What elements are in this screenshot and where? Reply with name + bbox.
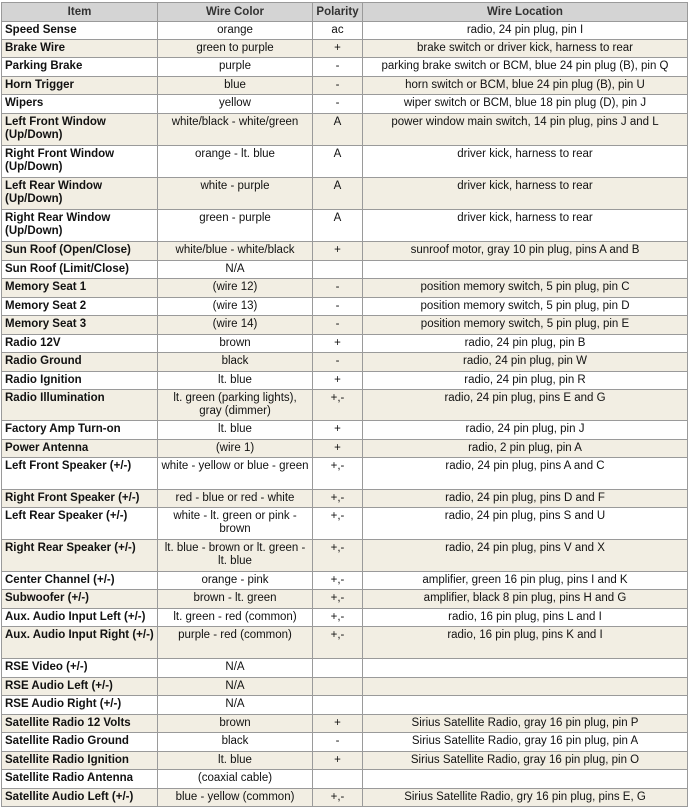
wire-color-cell: white/blue - white/black (158, 242, 313, 261)
table-row (2, 353, 688, 372)
item-cell: Right Front Speaker (+/-) (2, 490, 158, 508)
item-cell: Center Channel (+/-) (2, 572, 158, 590)
polarity-cell: - (313, 316, 363, 335)
wire-color-cell: brown (158, 715, 313, 733)
polarity-cell (313, 770, 363, 789)
table-body (2, 22, 688, 807)
wire-location-cell: radio, 16 pin plug, pins L and I (363, 609, 688, 627)
polarity-cell: - (313, 733, 363, 752)
table-row (2, 490, 688, 508)
polarity-cell: + (313, 372, 363, 390)
wire-location-cell: position memory switch, 5 pin plug, pin D (363, 298, 688, 316)
table-row (2, 242, 688, 261)
item-cell: Satellite Radio 12 Volts (2, 715, 158, 733)
item-cell: Satellite Radio Ground (2, 733, 158, 752)
table-row (2, 572, 688, 590)
table-row (2, 58, 688, 77)
item-cell: Speed Sense (2, 22, 158, 40)
item-cell: Wipers (2, 95, 158, 114)
wire-location-cell: radio, 24 pin plug, pin W (363, 353, 688, 372)
wire-color-cell: (wire 12) (158, 279, 313, 298)
polarity-cell (313, 261, 363, 279)
wire-color-cell: N/A (158, 659, 313, 678)
polarity-cell: +,- (313, 540, 363, 572)
table-row (2, 210, 688, 242)
item-cell: Factory Amp Turn-on (2, 421, 158, 440)
wire-location-cell: amplifier, black 8 pin plug, pins H and G (363, 590, 688, 609)
wire-color-cell: orange (158, 22, 313, 40)
wire-color-cell: black (158, 353, 313, 372)
table-row (2, 114, 688, 146)
table-row (2, 372, 688, 390)
item-cell: Horn Trigger (2, 77, 158, 95)
item-cell: Memory Seat 1 (2, 279, 158, 298)
wire-location-cell: radio, 24 pin plug, pin I (363, 22, 688, 40)
polarity-cell: + (313, 242, 363, 261)
header-wire-location: Wire Location (363, 3, 688, 22)
polarity-cell: - (313, 353, 363, 372)
wire-location-cell: position memory switch, 5 pin plug, pin E (363, 316, 688, 335)
item-cell: Power Antenna (2, 440, 158, 458)
item-cell: Satellite Audio Left (+/-) (2, 789, 158, 807)
polarity-cell: - (313, 95, 363, 114)
table-row (2, 335, 688, 353)
polarity-cell: +,- (313, 390, 363, 421)
wire-location-cell: driver kick, harness to rear (363, 210, 688, 242)
wire-location-cell: horn switch or BCM, blue 24 pin plug (B), pin U (363, 77, 688, 95)
table-row (2, 77, 688, 95)
polarity-cell: +,- (313, 609, 363, 627)
polarity-cell: - (313, 77, 363, 95)
header-row (2, 3, 688, 22)
item-cell: Aux. Audio Input Left (+/-) (2, 609, 158, 627)
wire-color-cell: white - purple (158, 178, 313, 210)
wire-color-cell: lt. blue (158, 421, 313, 440)
wire-location-cell: power window main switch, 14 pin plug, pins J and L (363, 114, 688, 146)
header-item: Item (2, 3, 158, 22)
polarity-cell: +,- (313, 590, 363, 609)
table-row (2, 540, 688, 572)
wire-location-cell: radio, 24 pin plug, pins D and F (363, 490, 688, 508)
polarity-cell: - (313, 58, 363, 77)
wire-color-cell: green - purple (158, 210, 313, 242)
table-row (2, 678, 688, 696)
wire-color-cell: white - yellow or blue - green (158, 458, 313, 490)
polarity-cell (313, 659, 363, 678)
polarity-cell: +,- (313, 572, 363, 590)
table-row (2, 178, 688, 210)
wire-location-cell: driver kick, harness to rear (363, 178, 688, 210)
table-row (2, 590, 688, 609)
wire-location-cell (363, 696, 688, 715)
table-row (2, 770, 688, 789)
wire-color-cell: brown - lt. green (158, 590, 313, 609)
wire-color-cell: purple (158, 58, 313, 77)
wire-location-cell: Sirius Satellite Radio, gray 16 pin plug, pin O (363, 752, 688, 770)
item-cell: Right Front Window (Up/Down) (2, 146, 158, 178)
table-row (2, 22, 688, 40)
table-row (2, 715, 688, 733)
wire-color-cell: yellow (158, 95, 313, 114)
wire-location-cell: radio, 24 pin plug, pin R (363, 372, 688, 390)
polarity-cell: - (313, 298, 363, 316)
table-row (2, 627, 688, 659)
table-row (2, 40, 688, 58)
table-row (2, 421, 688, 440)
wire-color-cell: lt. green (parking lights), gray (dimmer) (158, 390, 313, 421)
polarity-cell: +,- (313, 508, 363, 540)
polarity-cell (313, 678, 363, 696)
wire-color-cell: lt. blue - brown or lt. green - lt. blue (158, 540, 313, 572)
polarity-cell: + (313, 40, 363, 58)
wire-location-cell: amplifier, green 16 pin plug, pins I and K (363, 572, 688, 590)
wire-color-cell: lt. blue (158, 752, 313, 770)
wire-location-cell (363, 678, 688, 696)
wire-color-cell: lt. blue (158, 372, 313, 390)
wire-location-cell: radio, 24 pin plug, pin B (363, 335, 688, 353)
table-row (2, 440, 688, 458)
item-cell: Radio Ground (2, 353, 158, 372)
header-wire-color: Wire Color (158, 3, 313, 22)
wire-location-cell: radio, 24 pin plug, pins S and U (363, 508, 688, 540)
polarity-cell: +,- (313, 627, 363, 659)
wire-color-cell: lt. green - red (common) (158, 609, 313, 627)
polarity-cell: A (313, 210, 363, 242)
item-cell: Brake Wire (2, 40, 158, 58)
table-row (2, 279, 688, 298)
wire-color-cell: green to purple (158, 40, 313, 58)
polarity-cell (313, 696, 363, 715)
wire-color-cell: red - blue or red - white (158, 490, 313, 508)
polarity-cell: + (313, 421, 363, 440)
polarity-cell: + (313, 335, 363, 353)
table-row (2, 95, 688, 114)
wire-color-cell: (wire 1) (158, 440, 313, 458)
item-cell: Left Front Window (Up/Down) (2, 114, 158, 146)
table-row (2, 261, 688, 279)
item-cell: Aux. Audio Input Right (+/-) (2, 627, 158, 659)
table-row (2, 659, 688, 678)
table-row (2, 609, 688, 627)
polarity-cell: +,- (313, 458, 363, 490)
item-cell: Left Rear Window (Up/Down) (2, 178, 158, 210)
item-cell: Memory Seat 3 (2, 316, 158, 335)
wire-color-cell: orange - pink (158, 572, 313, 590)
table-row (2, 458, 688, 490)
item-cell: Sun Roof (Open/Close) (2, 242, 158, 261)
wire-location-cell: radio, 24 pin plug, pins A and C (363, 458, 688, 490)
polarity-cell: A (313, 114, 363, 146)
polarity-cell: - (313, 279, 363, 298)
wiring-chart (1, 2, 688, 807)
wire-color-cell: black (158, 733, 313, 752)
table-row (2, 146, 688, 178)
wire-location-cell: radio, 2 pin plug, pin A (363, 440, 688, 458)
item-cell: Sun Roof (Limit/Close) (2, 261, 158, 279)
item-cell: Radio 12V (2, 335, 158, 353)
polarity-cell: + (313, 440, 363, 458)
item-cell: Radio Ignition (2, 372, 158, 390)
polarity-cell: + (313, 752, 363, 770)
wire-color-cell: orange - lt. blue (158, 146, 313, 178)
polarity-cell: A (313, 178, 363, 210)
wire-color-cell: brown (158, 335, 313, 353)
wire-location-cell: wiper switch or BCM, blue 18 pin plug (D), pin J (363, 95, 688, 114)
wire-location-cell: radio, 24 pin plug, pin J (363, 421, 688, 440)
wire-color-cell: (wire 14) (158, 316, 313, 335)
item-cell: RSE Audio Left (+/-) (2, 678, 158, 696)
polarity-cell: + (313, 715, 363, 733)
wire-location-cell: position memory switch, 5 pin plug, pin C (363, 279, 688, 298)
table-row (2, 752, 688, 770)
wire-location-cell: Sirius Satellite Radio, gray 16 pin plug, pin P (363, 715, 688, 733)
item-cell: Subwoofer (+/-) (2, 590, 158, 609)
wire-location-cell: brake switch or driver kick, harness to rear (363, 40, 688, 58)
item-cell: RSE Video (+/-) (2, 659, 158, 678)
wire-location-cell: sunroof motor, gray 10 pin plug, pins A and B (363, 242, 688, 261)
item-cell: Left Rear Speaker (+/-) (2, 508, 158, 540)
wire-color-cell: white - lt. green or pink - brown (158, 508, 313, 540)
polarity-cell: +,- (313, 490, 363, 508)
wire-location-cell: driver kick, harness to rear (363, 146, 688, 178)
item-cell: Memory Seat 2 (2, 298, 158, 316)
table-row (2, 316, 688, 335)
table-row (2, 390, 688, 421)
header-polarity: Polarity (313, 3, 363, 22)
table-row (2, 298, 688, 316)
wire-location-cell (363, 261, 688, 279)
wire-color-cell: N/A (158, 696, 313, 715)
polarity-cell: A (313, 146, 363, 178)
wiring-table (1, 2, 688, 807)
table-row (2, 508, 688, 540)
polarity-cell: +,- (313, 789, 363, 807)
wire-color-cell: blue - yellow (common) (158, 789, 313, 807)
polarity-cell: ac (313, 22, 363, 40)
wire-location-cell: radio, 24 pin plug, pins V and X (363, 540, 688, 572)
wire-color-cell: blue (158, 77, 313, 95)
table-row (2, 696, 688, 715)
wire-location-cell: Sirius Satellite Radio, gray 16 pin plug, pin A (363, 733, 688, 752)
item-cell: Left Front Speaker (+/-) (2, 458, 158, 490)
item-cell: Right Rear Speaker (+/-) (2, 540, 158, 572)
item-cell: Radio Illumination (2, 390, 158, 421)
wire-location-cell: radio, 24 pin plug, pins E and G (363, 390, 688, 421)
wire-color-cell: (wire 13) (158, 298, 313, 316)
wire-color-cell: N/A (158, 261, 313, 279)
wire-location-cell: parking brake switch or BCM, blue 24 pin plug (B), pin Q (363, 58, 688, 77)
wire-location-cell (363, 659, 688, 678)
wire-location-cell (363, 770, 688, 789)
item-cell: Parking Brake (2, 58, 158, 77)
table-row (2, 789, 688, 807)
item-cell: RSE Audio Right (+/-) (2, 696, 158, 715)
item-cell: Satellite Radio Antenna (2, 770, 158, 789)
wire-color-cell: (coaxial cable) (158, 770, 313, 789)
table-row (2, 733, 688, 752)
wire-location-cell: Sirius Satellite Radio, gry 16 pin plug, pins E, G (363, 789, 688, 807)
wire-location-cell: radio, 16 pin plug, pins K and I (363, 627, 688, 659)
wire-color-cell: white/black - white/green (158, 114, 313, 146)
item-cell: Right Rear Window (Up/Down) (2, 210, 158, 242)
wire-color-cell: purple - red (common) (158, 627, 313, 659)
item-cell: Satellite Radio Ignition (2, 752, 158, 770)
wire-color-cell: N/A (158, 678, 313, 696)
